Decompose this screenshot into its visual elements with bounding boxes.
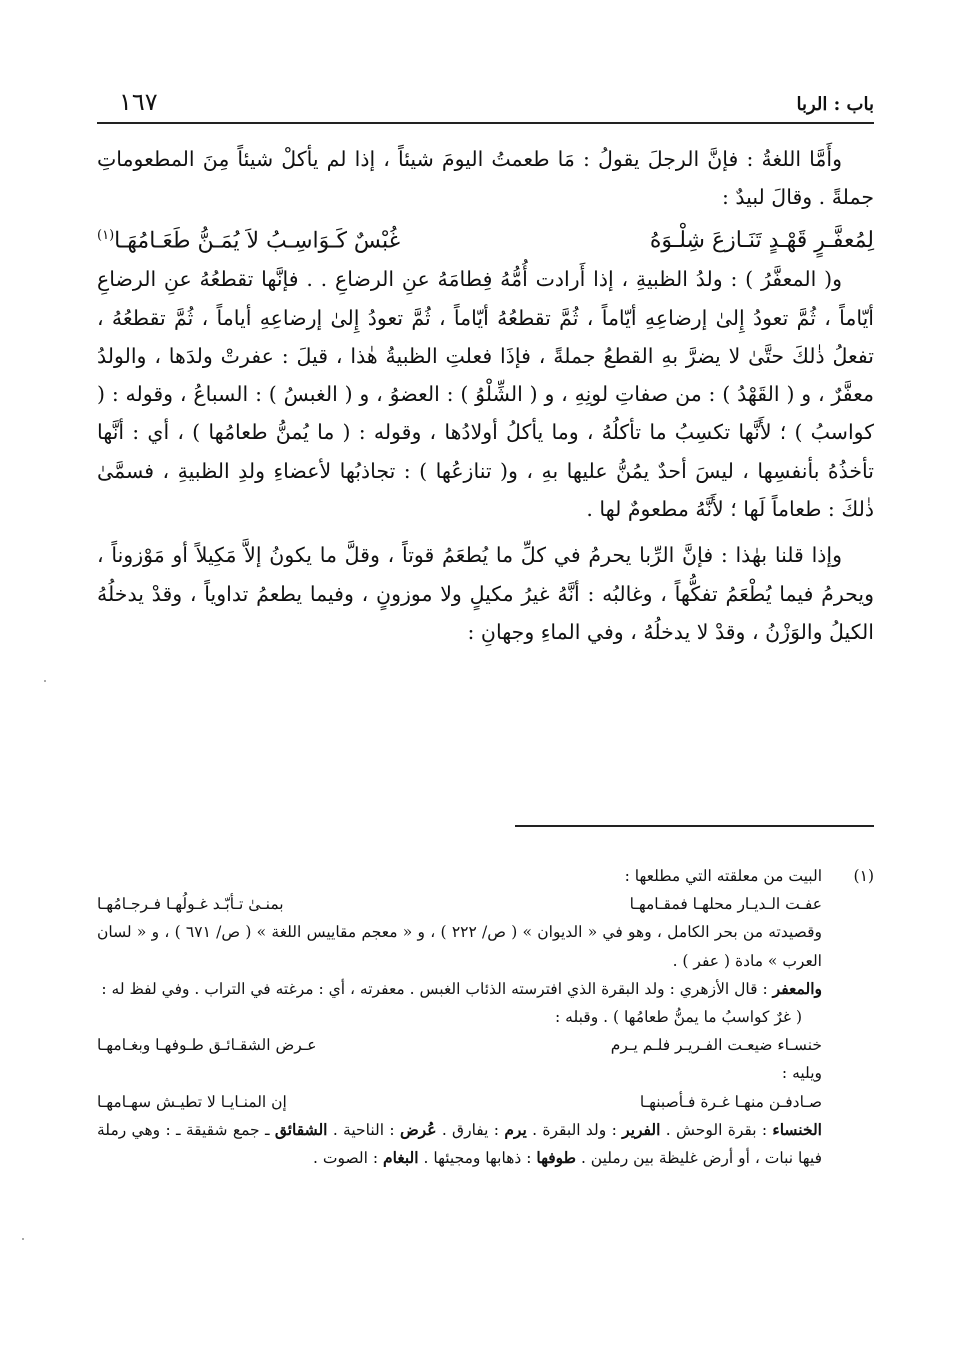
paragraph-riba: وإذا قلنا بهٰذا : فإنَّ الرِّبا يحرمُ في كلِّ ما يُطعَمُ قوتاً ، وقلَّ ما يكونُ إلاَّ مَكِيلاً أو مَوْزوناً ، ويحرمُ فيما يُطْعَمُ تفكُّهاً ، وغالبُه : أنَّهُ غيرُ مكيلٍ ولا موزونٍ ، وفيما يطعمُ تداوياً ، وقدْ يدخلُهُ الكيلُ والوَزْنُ ، وقدْ لا يدخلُهُ ، وفي الماءِ وجهانِ :	[97, 543, 874, 644]
gloss-text: ـ جمع شقيقة ـ : وهي رملة فيها نبات ، أو أرض غليظة بين رملين .	[97, 1120, 822, 1168]
scan-speck	[22, 1238, 24, 1240]
footnote-followed: ويليه :	[781, 1064, 822, 1083]
gloss-term: الشقائق	[274, 1119, 328, 1139]
verse-hemistich: صـادفـن منهـا غـرة فـأصبنهـا	[639, 1092, 822, 1111]
page-header	[97, 88, 874, 124]
gloss-term: عُرض	[399, 1119, 437, 1139]
footnote-verse-after	[97, 1088, 874, 1116]
footnote-1	[97, 862, 874, 890]
footnote-number: (١)	[853, 867, 874, 885]
gloss-text: : قال الأزهري : ولد البقرة الذي افترسته الذئاب الغبس . معفرته ، أي : مرغته في التراب . وفي لفظ له :	[101, 979, 768, 998]
paragraph-explanation: و( المعفَّرُ ) : ولدُ الظبيةِ ، إذا أَرادت أُمُّهُ فِطامَهُ عنِ الرضاعِ . . فإنَّها تقطعُهُ عنِ الرضاعِ أيّاماً ، ثُمَّ تعودُ إِلىٰ إرضاعِهِ أيّاماً ، ثُمَّ تقطعُهُ أيّاماً ، ثُمَّ تعودُ إِلىٰ إرضاعِهِ أياماً ، ثُمَّ تقطعُهُ ، تفعلُ ذٰلكَ حتَّىٰ لا يضرَّ بهِ القطعُ جملةً ، فإذَا فعلتِ الظبيةُ هٰذا ، قيلَ : عفرتْ ولدَها ، والولدُ معفَّرٌ ، و ( القَهْدُ ) : من صفاتِ لونِهِ ، و ( الشِّلْوُ ) : العضوُ ، و ( الغبسُ ) : السباعُ ، وقوله : ( كواسبُ ) ؛ لأَنَّها تكسِبُ ما تأكلُهُ ، وما يأكلُ أولادُها ، وقوله : ( ما يُمنُّ طعامُها ) ، أي : أنَّها تأخذُهُ بأنفسِها ، ليسَ أحدٌ يمُنُّ عليها بهِ ، و( تنازعُها ) : تجاذبُها لأعضاءِ ولدِ الظبيةِ ، فسمَّىٰ ذٰلكَ : طعاماً لَها ؛ لأَنَّهُ مطعومٌ لها .	[97, 267, 874, 521]
gloss-term: البغام	[383, 1148, 419, 1168]
footnote-verse-before	[97, 1031, 874, 1059]
footnote-glossary	[97, 1116, 874, 1172]
gloss-term: الفرير	[622, 1119, 661, 1139]
footnote-separator	[515, 825, 874, 827]
gloss-text: : يفارق .	[441, 1120, 499, 1139]
gloss-term: والمعفر	[772, 978, 822, 998]
verse-hemistich: عـرض الشقـائـق طـوفهـا وبغـامهـا	[97, 1036, 317, 1055]
scan-speck	[44, 680, 46, 682]
gloss-text: : الصوت .	[313, 1149, 379, 1168]
verse-hemistich: خنسـاء ضيعـت الفـريـر فلـم يـرم	[610, 1036, 822, 1055]
verse-hemistich: عفـت الـديـار محلهـا فمقـامهـا	[629, 895, 822, 914]
verse-labid	[97, 217, 874, 261]
footnote-marker: (١)	[97, 227, 115, 243]
main-text	[97, 140, 874, 651]
verse-hemistich: إن المنـايـا لا تطيـش سهـامهـا	[97, 1092, 287, 1111]
page-number: ١٦٧	[119, 88, 158, 116]
footnotes	[97, 862, 874, 1172]
footnote-verse-opening	[97, 890, 874, 918]
verse-hemistich: بمنـىٰ تـأبّـد غـولُهـا فـرجـامُهـا	[97, 895, 284, 914]
footnote-source: وقصيدته من بحر الكامل ، وهو في « الديوان » ( ص/ ٢٢٢ ) ، و « معجم مقاييس اللغة » ( ص/ ٦٧١ ) ، و « لسان العرب » مادة ( عفر ) .	[97, 923, 823, 970]
gloss-text: : بقرة الوحش .	[665, 1120, 768, 1139]
gloss-term: يرم	[504, 1119, 527, 1139]
gloss-text: : ذهابها ومجيئها .	[423, 1149, 532, 1168]
gloss-text: : الناحية .	[332, 1120, 395, 1139]
footnote-gloss-muaffar	[97, 975, 874, 1003]
verse-second-hemistich-text: غُبْسٌ كَـوَاسِـبُ لاَ يُمَـنُّ طَعَـامُهَـا	[114, 227, 401, 253]
footnote-intro: البيت من معلقته التي مطلعها :	[624, 867, 822, 885]
gloss-term: الخنساء	[772, 1119, 822, 1139]
gloss-term: طوفها	[536, 1148, 576, 1168]
verse-first-hemistich: لِمُعفَّـرٍ قَهْـدٍ تَنَـازعَ شِلْـوَهُ	[649, 227, 874, 253]
running-title: باب : الربا	[796, 94, 874, 115]
footnote-quote: ( غرٌ كواسبُ ما يمنُّ طعامُها ) . وقبله :	[555, 1008, 802, 1027]
verse-second-hemistich	[97, 217, 400, 261]
paragraph-language: وأَمَّا اللغةُ : فإنَّ الرجلَ يقولُ : مَا طعمتُ اليومَ شيئاً ، إذا لم يأكلْ شيئاً مِنَ المطعوماتِ جملةً . وقالَ لبيدٌ :	[97, 147, 874, 210]
gloss-text: : ولد البقرة .	[532, 1120, 617, 1139]
